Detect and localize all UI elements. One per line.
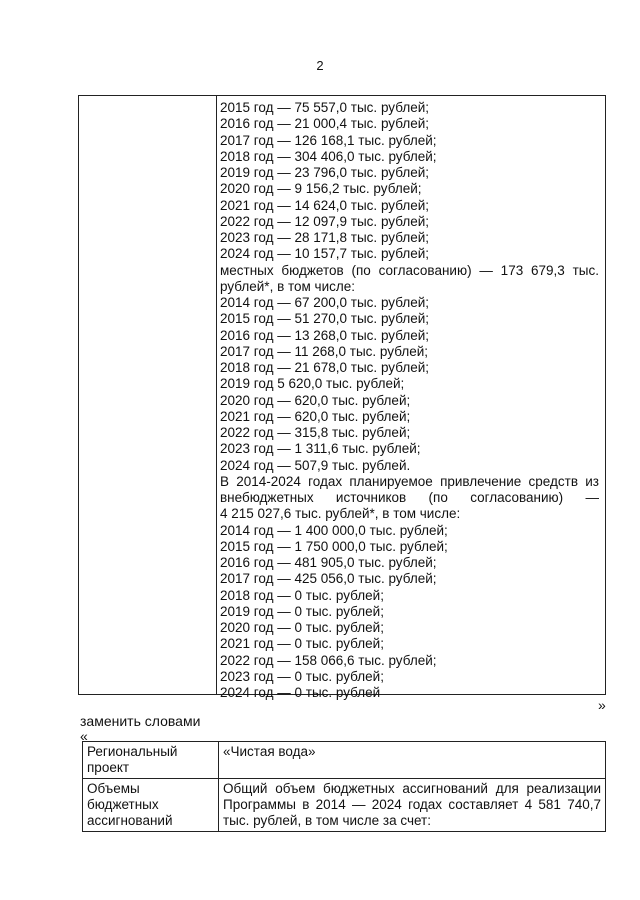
funding-line: 2021 год — 0 тыс. рублей; bbox=[220, 636, 384, 652]
funding-line: 2021 год — 620,0 тыс. рублей; bbox=[220, 408, 411, 424]
funding-line: 2019 год — 0 тыс. рублей; bbox=[220, 603, 384, 619]
page-number: 2 bbox=[316, 58, 324, 73]
extrabudgetary-heading-line: В 2014-2024 годах планируемое привлечение средств из bbox=[220, 473, 599, 489]
local-budget-heading-line: рублей*, в том числе: bbox=[220, 278, 356, 294]
funding-line: 2023 год — 28 171,8 тыс. рублей; bbox=[220, 230, 429, 245]
funding-line: 2020 год — 9 156,2 тыс. рублей; bbox=[220, 181, 422, 197]
funding-line: 2020 год — 0 тыс. рублей; bbox=[220, 620, 384, 635]
replace-with-label: заменить словами bbox=[80, 713, 201, 729]
funding-line: 2024 год — 10 157,7 тыс. рублей; bbox=[220, 246, 429, 262]
row-value-regional-project: «Чистая вода» bbox=[219, 742, 606, 779]
funding-line: 2015 год — 1 750 000,0 тыс. рублей; bbox=[220, 538, 448, 554]
funding-line: 2023 год — 1 311,6 тыс. рублей; bbox=[220, 441, 421, 457]
funding-line: 2019 год 5 620,0 тыс. рублей; bbox=[220, 376, 405, 392]
funding-line: 2015 год — 75 557,0 тыс. рублей; bbox=[220, 100, 429, 115]
funding-line: 2017 год — 126 168,1 тыс. рублей; bbox=[220, 132, 437, 148]
funding-line: 2018 год — 21 678,0 тыс. рублей; bbox=[220, 360, 429, 375]
extrabudgetary-heading-line: 4 215 027,6 тыс. рублей*, в том числе: bbox=[220, 506, 461, 522]
funding-line: 2017 год — 425 056,0 тыс. рублей; bbox=[220, 571, 437, 587]
funding-line: 2022 год — 315,8 тыс. рублей; bbox=[220, 425, 411, 440]
funding-line: 2014 год — 1 400 000,0 тыс. рублей; bbox=[220, 522, 448, 538]
replacement-table bbox=[82, 741, 606, 832]
funding-line: 2019 год — 23 796,0 тыс. рублей; bbox=[220, 165, 429, 180]
funding-line: 2018 год — 304 406,0 тыс. рублей; bbox=[220, 148, 437, 164]
funding-line: 2024 год — 507,9 тыс. рублей. bbox=[220, 457, 411, 473]
funding-line: 2022 год — 158 066,6 тыс. рублей; bbox=[220, 652, 437, 668]
local-budget-heading-line: местных бюджетов (по согласованию) — 173 679,3 тыс. bbox=[220, 262, 599, 278]
row-label-budget-volume: Объемы бюджетных ассигнований bbox=[83, 779, 219, 832]
table-label-cell-empty bbox=[79, 96, 217, 694]
funding-line: 2024 год — 0 тыс. рублей bbox=[220, 685, 381, 700]
funding-line: 2016 год — 481 905,0 тыс. рублей; bbox=[220, 555, 437, 570]
funding-line: 2017 год — 11 268,0 тыс. рублей; bbox=[220, 343, 428, 359]
row-value-budget-volume: Общий объем бюджетных ассигнований для реализации Программы в 2014 — 2024 годах составляет 4 581 740,7 тыс. рублей, в том числе за счет: bbox=[219, 779, 606, 832]
table-row bbox=[83, 742, 606, 779]
funding-line: 2016 год — 21 000,4 тыс. рублей; bbox=[220, 116, 429, 132]
funding-table-continued bbox=[78, 95, 606, 700]
funding-line: 2021 год — 14 624,0 тыс. рублей; bbox=[220, 197, 429, 213]
funding-line: 2022 год — 12 097,9 тыс. рублей; bbox=[220, 213, 429, 229]
extrabudgetary-heading-line: внебюджетных источников (по согласованию) — bbox=[220, 490, 599, 505]
funding-line: 2020 год — 620,0 тыс. рублей; bbox=[220, 392, 411, 408]
closing-quote: » bbox=[598, 697, 606, 713]
funding-line: 2016 год — 13 268,0 тыс. рублей; bbox=[220, 327, 429, 343]
funding-line: 2018 год — 0 тыс. рублей; bbox=[220, 587, 384, 603]
row-label-regional-project: Региональный проект bbox=[83, 742, 219, 779]
table-row bbox=[83, 779, 606, 832]
funding-line: 2015 год — 51 270,0 тыс. рублей; bbox=[220, 311, 429, 327]
funding-line: 2023 год — 0 тыс. рублей; bbox=[220, 668, 384, 684]
opening-quote: « bbox=[80, 728, 88, 744]
table-value-cell bbox=[217, 96, 605, 700]
funding-line: 2014 год — 67 200,0 тыс. рублей; bbox=[220, 295, 429, 310]
